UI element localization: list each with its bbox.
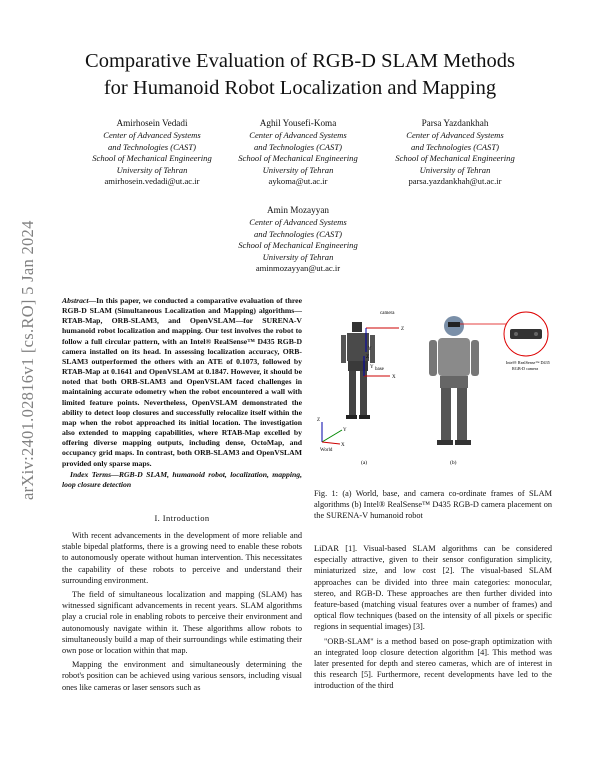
author-affiliation: University of Tehran	[116, 164, 188, 175]
author-block-4	[213, 205, 383, 274]
camera-label-line-2: RGB-D camera	[512, 366, 539, 371]
author-block-1	[67, 118, 237, 187]
author-affiliation: and Technologies (CAST)	[107, 141, 196, 152]
author-block-3	[370, 118, 540, 187]
author-name: Amirhosein Vedadi	[116, 118, 188, 128]
title-line-2: for Humanoid Robot Localization and Mapping	[103, 77, 497, 99]
author-affiliation: and Technologies (CAST)	[253, 228, 342, 239]
author-affiliation: School of Mechanical Engineering	[395, 153, 515, 164]
author-email[interactable]: aykoma@ut.ac.ir	[268, 176, 328, 187]
section-heading: I. Introduction	[154, 513, 210, 523]
intro-paragraph: The field of simultaneous localization and mapping (SLAM) has witnessed significant advancements in recent years. SLAM algorithms play a crucial role in enabling robots to perceive their environment and autonomously navigate within it. These algorithms allow robots to simultaneously build a map of their surroundings while estimating their own pose or location within that map.	[62, 590, 302, 656]
intro-paragraph: "ORB-SLAM" is a method based on pose-graph optimization with an integrated loop closure detection algorithm [4]. This method was later presented for depth and stereo cameras, which are of interest in this research [5]. Furthermore, recent developments have led to the introduction of the third	[314, 636, 552, 691]
author-name: Amin Mozayyan	[266, 205, 329, 215]
robot-head-a	[352, 322, 362, 332]
head-camera-b	[448, 322, 460, 327]
title-line-1: Comparative Evaluation of RGB-D SLAM Methods	[85, 50, 515, 72]
robot-leg-right-a	[360, 371, 367, 415]
abstract-lead: Abstract	[62, 296, 89, 305]
author-name: Parsa Yazdankhah	[421, 118, 489, 128]
intro-paragraph: With recent advancements in the development of more reliable and stable bipedal platforms, there is a growing need to enable these robots to autonomously operate without human intervention. This necessitates the capability of these robots to perceive and understand their surrounding environment.	[62, 531, 302, 585]
intro-right-column	[314, 543, 552, 695]
subfigure-label-a: (a)	[361, 460, 368, 466]
camera-lens-icon	[534, 332, 538, 336]
author-affiliation: University of Tehran	[262, 164, 334, 175]
author-email[interactable]: parsa.yazdankhah@ut.ac.ir	[408, 176, 502, 187]
author-email[interactable]: amirhosein.vedadi@ut.ac.ir	[104, 176, 200, 187]
base-y-label: Y	[370, 365, 374, 370]
author-affiliation: University of Tehran	[262, 251, 334, 262]
base-x-label: X	[392, 375, 396, 380]
figure-1-graphic	[314, 300, 552, 480]
world-y-axis	[322, 430, 342, 442]
index-terms: Index Terms—RGB-D SLAM, humanoid robot, localization, mapping, loop closure detection	[62, 469, 302, 489]
author-affiliation: School of Mechanical Engineering	[238, 240, 358, 251]
base-frame-label: base	[375, 367, 384, 372]
author-email[interactable]: aminmozayyan@ut.ac.ir	[255, 263, 341, 274]
robot-camera-panel	[429, 312, 550, 466]
abstract	[62, 296, 302, 490]
author-affiliation: Center of Advanced Systems	[103, 130, 201, 141]
figure-caption: Fig. 1: (a) World, base, and camera co-ordinate frames of SLAM algorithms (b) Intel® RealSense™ D435 RGB-D camera placement on the SURENA-V humanoid robot	[314, 489, 552, 521]
robot-arm-left-a	[341, 335, 346, 363]
author-affiliation: Center of Advanced Systems	[249, 130, 347, 141]
camera-lens-icon	[514, 332, 518, 336]
author-name: Aghil Yousefi-Koma	[259, 118, 337, 128]
author-affiliation: Center of Advanced Systems	[249, 217, 347, 228]
camera-frame-label: camera	[380, 311, 395, 316]
base-z-label: Z	[366, 355, 370, 360]
world-z-label: Z	[317, 418, 321, 423]
author-affiliation: and Technologies (CAST)	[253, 141, 342, 152]
robot-leg-right-b	[457, 388, 467, 440]
robot-leg-left-b	[441, 388, 451, 440]
arxiv-stamp[interactable]: arXiv:2401.02816v1 [cs.RO] 5 Jan 2024	[18, 220, 37, 500]
figure-1	[314, 300, 552, 480]
robot-leg-left-a	[349, 371, 356, 415]
world-frame-label: World	[320, 448, 333, 453]
camera-label-line-1: Intel® RealSense™ D435	[506, 360, 550, 365]
robot-frames-panel	[317, 311, 404, 466]
subfigure-label-b: (b)	[450, 460, 457, 466]
author-affiliation: School of Mechanical Engineering	[92, 153, 212, 164]
camera-y-label: Y	[368, 347, 372, 352]
robot-foot-left-a	[346, 415, 357, 419]
author-affiliation: and Technologies (CAST)	[410, 141, 499, 152]
abstract-body: —In this paper, we conducted a comparative evaluation of three RGB-D SLAM (Simultaneous Localization and Mapping) algorithms—RTAB-Map, ORB-SLAM3, and OpenVSLAM—for SURENA-V humanoid robot localization and mapping. Our test involves the robot to follow a full circular pattern, with an Intel® RealSense™ D435 RGB-D camera installed on its head. In assessing localization accuracy, ORB-SLAM3 outperformed the others with an ATE of 0.1073, followed by RTAB-Map at 0.1641 and OpenVSLAM at 0.1847. However, it should be noted that both ORB-SLAM3 and OpenVSLAM faced challenges in maintaining accurate odometry when the robot encountered a wall with limited feature points. Nevertheless, OpenVSLAM demonstrated the ability to detect loop closures and successfully relocalize itself within the map when the robot approached its initial location. The investigation also extended to mapping capabilities, where RTAB-Map excelled by offering diverse mapping outputs, including dense, OctoMap, and occupancy grid maps. In contrast, both ORB-SLAM3 and OpenVSLAM provided only sparse maps.	[62, 296, 302, 468]
world-y-label: Y	[343, 428, 347, 433]
robot-hip-a	[348, 361, 368, 371]
robot-foot-right-b	[455, 440, 471, 445]
author-affiliation: School of Mechanical Engineering	[238, 153, 358, 164]
paper-title	[40, 48, 560, 102]
world-x-axis	[322, 442, 340, 444]
robot-arm-right-b	[471, 340, 479, 376]
author-affiliation: Center of Advanced Systems	[406, 130, 504, 141]
robot-hip-b	[440, 376, 468, 388]
author-affiliation: University of Tehran	[419, 164, 491, 175]
intro-paragraph: Mapping the environment and simultaneously determining the robot's position can be achieved using various sensors, including visual ones like cameras or laser sensors such as	[62, 660, 302, 692]
camera-z-label: Z	[401, 327, 405, 332]
robot-arm-left-b	[429, 340, 437, 376]
intro-paragraph: LiDAR [1]. Visual-based SLAM algorithms can be considered especially attractive, given to their sensor configuration simplicity, miniaturized size, and low cost [2]. The visual-based SLAM approaches can be divided into three main categories: monocular, stereo, and RGB-D. These approaches are then further divided into feature-based (matching visual features over a number of frames) and optical flow techniques (based on the intensity of all pixels or specific regions in sequential images) [3].	[314, 544, 552, 632]
robot-torso-b	[438, 338, 470, 376]
author-block-2	[213, 118, 383, 187]
intro-left-column	[62, 530, 302, 696]
robot-foot-right-a	[359, 415, 370, 419]
abstract-text	[62, 296, 302, 469]
robot-foot-left-b	[437, 440, 453, 445]
world-x-label: X	[341, 443, 345, 448]
